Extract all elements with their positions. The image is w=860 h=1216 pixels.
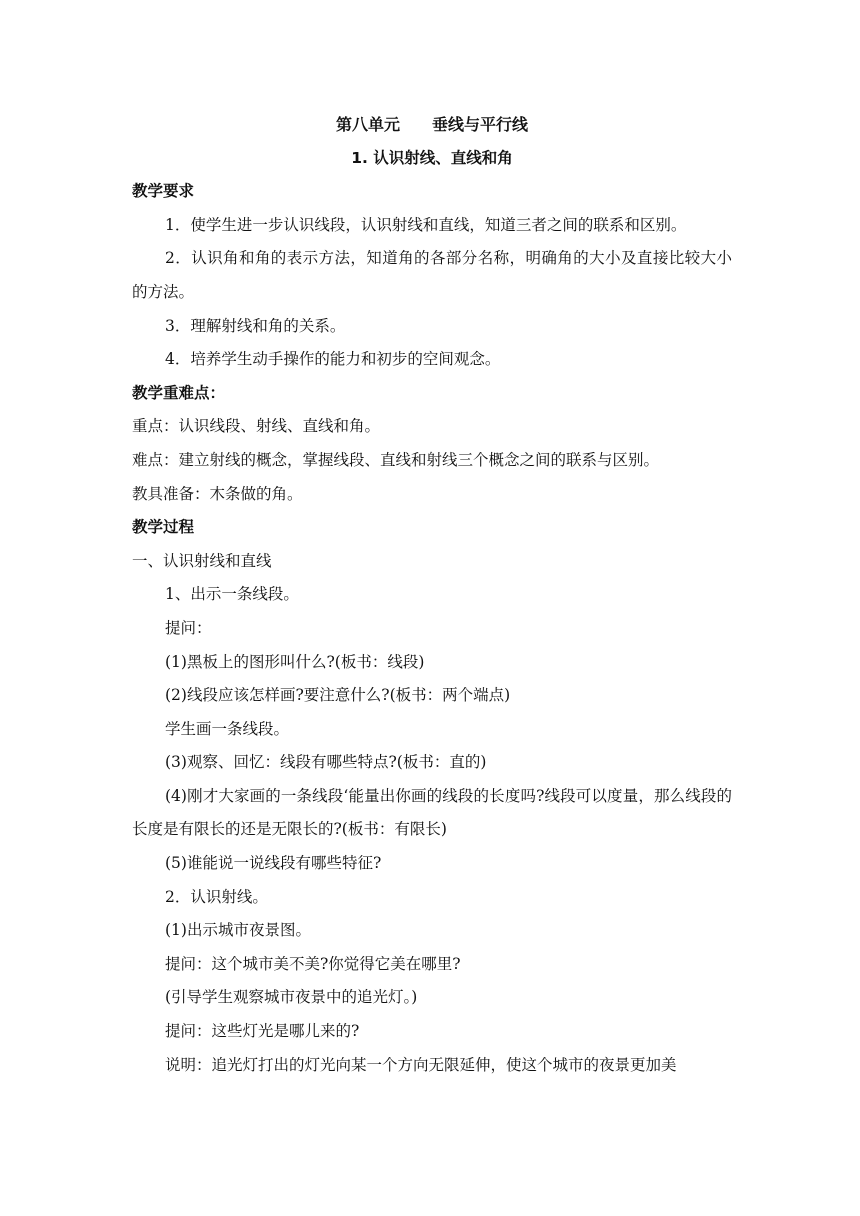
process-line: (4)刚才大家画的一条线段‘能量出你画的线段的长度吗?线段可以度量，那么线段的长度是有限长的还是无限长的?(板书：有限长) bbox=[132, 786, 732, 839]
document-body bbox=[132, 108, 732, 1082]
requirement-item: 4．培养学生动手操作的能力和初步的空间观念。 bbox=[165, 350, 501, 369]
requirement-item: 3．理解射线和角的关系。 bbox=[165, 316, 346, 335]
process-line: 提问：这个城市美不美?你觉得它美在哪里? bbox=[165, 954, 461, 973]
requirement-item: 2．认识角和角的表示方法，知道角的各部分名称，明确角的大小及直接比较大小的方法。 bbox=[132, 249, 732, 301]
requirement-item: 1．使学生进一步认识线段，认识射线和直线，知道三者之间的联系和区别。 bbox=[165, 215, 687, 234]
process-line: 1、出示一条线段。 bbox=[165, 585, 299, 604]
process-heading: 教学过程 bbox=[132, 518, 195, 537]
process-line: 说明：追光灯打出的灯光向某一个方向无限延伸，使这个城市的夜景更加美 bbox=[165, 1055, 677, 1074]
process-line: 提问：这些灯光是哪儿来的? bbox=[165, 1022, 360, 1041]
key-point: 重点：认识线段、射线、直线和角。 bbox=[132, 417, 381, 436]
lesson-subtitle: 1. 认识射线、直线和角 bbox=[351, 148, 513, 167]
process-line: (1)黑板上的图形叫什么?(板书：线段) bbox=[165, 652, 425, 671]
section-heading: 一、认识射线和直线 bbox=[132, 551, 272, 570]
teaching-materials: 教具准备：木条做的角。 bbox=[132, 484, 303, 503]
process-line: 提问： bbox=[165, 618, 212, 637]
keypoints-heading: 教学重难点： bbox=[132, 383, 226, 402]
process-line: (3)观察、回忆：线段有哪些特点?(板书：直的) bbox=[165, 753, 487, 772]
process-line: (引导学生观察城市夜景中的追光灯。) bbox=[165, 988, 418, 1007]
unit-title: 第八单元 垂线与平行线 bbox=[335, 115, 528, 134]
difficult-point: 难点：建立射线的概念，掌握线段、直线和射线三个概念之间的联系与区别。 bbox=[132, 450, 660, 469]
process-line: (5)谁能说一说线段有哪些特征? bbox=[165, 854, 382, 873]
process-line: 2．认识射线。 bbox=[165, 887, 268, 906]
requirements-heading: 教学要求 bbox=[132, 182, 195, 201]
process-line: (1)出示城市夜景图。 bbox=[165, 921, 311, 940]
process-line: 学生画一条线段。 bbox=[165, 719, 290, 738]
process-line: (2)线段应该怎样画?要注意什么?(板书：两个端点) bbox=[165, 686, 511, 705]
